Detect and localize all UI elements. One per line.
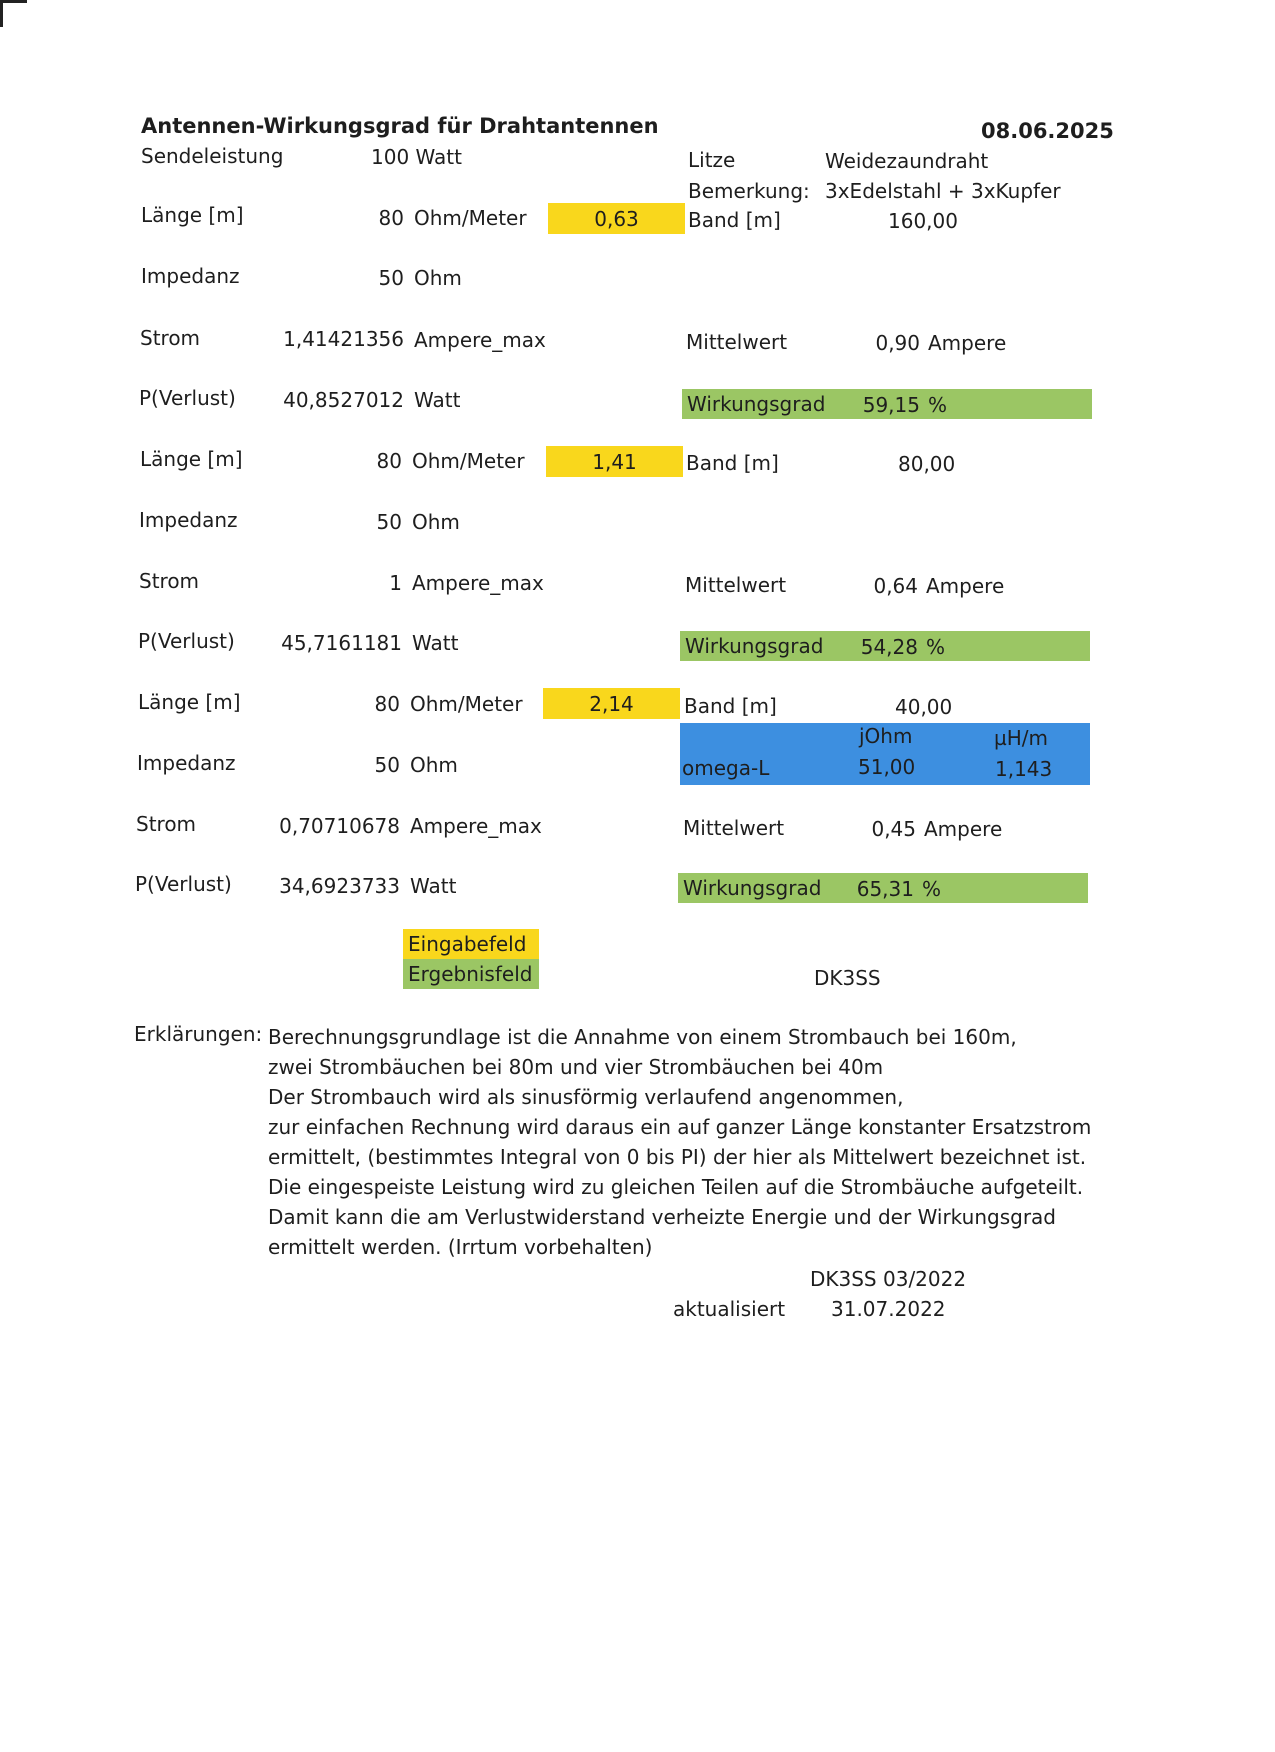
block1-wirkungsgrad-cell: [682, 389, 1092, 419]
omega-l-label: omega-L: [682, 756, 770, 780]
block2-input-value: 1,41: [592, 450, 637, 474]
explanation-label: Erklärungen:: [134, 1022, 263, 1046]
block2-strom-label: Strom: [139, 569, 200, 593]
block1-band-label: Band [m]: [688, 208, 781, 232]
block2-verlust-value: 45,7161181: [281, 631, 402, 655]
block1-mittelwert-unit: Ampere: [928, 331, 1007, 355]
block1-verlust-unit: Watt: [414, 388, 461, 412]
block1-input-cell[interactable]: [548, 203, 685, 234]
explanation-line: Berechnungsgrundlage ist die Annahme von einem Strombauch bei 160m,: [268, 1025, 1017, 1049]
block3-band-value: 40,00: [895, 695, 953, 719]
block2-mittelwert-label: Mittelwert: [685, 573, 787, 597]
bemerkung-label: Bemerkung:: [688, 179, 810, 203]
block1-laenge-label: Länge [m]: [141, 203, 244, 227]
block3-mittelwert-label: Mittelwert: [683, 816, 785, 840]
litze-value: Weidezaundraht: [825, 149, 989, 173]
block3-laenge-value: 80: [374, 692, 400, 716]
block3-laenge-unit: Ohm/Meter: [410, 692, 523, 716]
block3-mittelwert-unit: Ampere: [924, 817, 1003, 841]
block2-wirkungsgrad-cell: [680, 631, 1090, 661]
omega-johm-value: 51,00: [858, 755, 916, 779]
omega-uhm-value: 1,143: [995, 757, 1053, 781]
block3-impedanz-value: 50: [374, 753, 400, 777]
block1-strom-value: 1,41421356: [283, 327, 404, 351]
block1-verlust-label: P(Verlust): [139, 386, 236, 410]
block3-band-label: Band [m]: [684, 694, 777, 718]
block2-impedanz-value: 50: [376, 510, 402, 534]
block2-impedanz-label: Impedanz: [139, 508, 238, 532]
block3-wirkungsgrad-cell: [678, 873, 1088, 903]
block2-impedanz-unit: Ohm: [412, 510, 460, 534]
block2-input-cell[interactable]: [546, 446, 683, 477]
footer-updated-label: aktualisiert: [673, 1297, 786, 1321]
block1-wirkungsgrad-unit: %: [928, 393, 948, 417]
block3-strom-unit: Ampere_max: [410, 814, 542, 838]
block2-verlust-unit: Watt: [412, 631, 459, 655]
explanation-text: [268, 1022, 1091, 1262]
block2-laenge-value: 80: [376, 449, 402, 473]
explanation-line: zur einfachen Rechnung wird daraus ein auf ganzer Länge konstanter Ersatzstrom: [268, 1115, 1092, 1139]
sendeleistung-value: 100 Watt: [371, 145, 462, 169]
explanation-line: ermittelt, (bestimmtes Integral von 0 bis PI) der hier als Mittelwert bezeichnet ist.: [268, 1145, 1087, 1169]
block3-impedanz-label: Impedanz: [137, 751, 236, 775]
block2-laenge-label: Länge [m]: [140, 447, 243, 471]
explanation-line: Damit kann die am Verlustwiderstand verheizte Energie und der Wirkungsgrad: [268, 1205, 1056, 1229]
block2-mittelwert-unit: Ampere: [926, 574, 1005, 598]
block3-impedanz-unit: Ohm: [410, 753, 458, 777]
scan-corner-mark: [0, 0, 27, 27]
block3-verlust-value: 34,6923733: [279, 874, 400, 898]
block2-strom-value: 1: [389, 571, 402, 595]
sendeleistung-label: Sendeleistung: [141, 144, 284, 168]
omega-johm-header: jOhm: [859, 724, 913, 748]
block2-band-label: Band [m]: [686, 451, 779, 475]
block1-strom-unit: Ampere_max: [414, 328, 546, 352]
block2-wirkungsgrad-value: 54,28: [860, 635, 918, 659]
block2-laenge-unit: Ohm/Meter: [412, 449, 525, 473]
document-date: 08.06.2025: [981, 119, 1114, 143]
block2-mittelwert-value: 0,64: [873, 574, 918, 598]
omega-uhm-header: µH/m: [994, 726, 1048, 750]
legend-result-swatch: [403, 959, 539, 989]
block3-strom-value: 0,70710678: [279, 814, 400, 838]
bemerkung-value: 3xEdelstahl + 3xKupfer: [825, 179, 1061, 203]
block3-input-value: 2,14: [589, 692, 634, 716]
footer-signature: DK3SS 03/2022: [810, 1267, 967, 1291]
explanation-line: ermittelt werden. (Irrtum vorbehalten): [268, 1235, 653, 1259]
block1-impedanz-value: 50: [378, 266, 404, 290]
block1-strom-label: Strom: [140, 326, 201, 350]
explanation-line: Die eingespeiste Leistung wird zu gleichen Teilen auf die Strombäuche aufgeteilt.: [268, 1175, 1084, 1199]
block1-impedanz-label: Impedanz: [141, 264, 240, 288]
block1-wirkungsgrad-label: Wirkungsgrad: [687, 392, 826, 416]
block1-input-value: 0,63: [594, 207, 639, 231]
block2-strom-unit: Ampere_max: [412, 571, 544, 595]
legend-input-label: Eingabefeld: [408, 932, 527, 956]
block1-impedanz-unit: Ohm: [414, 266, 462, 290]
legend-input-swatch: [403, 929, 539, 959]
page-title: Antennen-Wirkungsgrad für Drahtantennen: [141, 114, 659, 138]
block1-laenge-value: 80: [378, 206, 404, 230]
explanation-line: zwei Strombäuchen bei 80m und vier Strombäuchen bei 40m: [268, 1055, 884, 1079]
block3-wirkungsgrad-label: Wirkungsgrad: [683, 876, 822, 900]
block1-wirkungsgrad-value: 59,15: [862, 393, 920, 417]
block2-verlust-label: P(Verlust): [138, 629, 235, 653]
legend-result-label: Ergebnisfeld: [408, 962, 533, 986]
block3-verlust-unit: Watt: [410, 874, 457, 898]
block3-strom-label: Strom: [136, 812, 197, 836]
block1-verlust-value: 40,8527012: [283, 388, 404, 412]
legend-author: DK3SS: [814, 966, 881, 990]
block1-mittelwert-label: Mittelwert: [686, 330, 788, 354]
block3-wirkungsgrad-unit: %: [922, 877, 942, 901]
block3-wirkungsgrad-value: 65,31: [856, 877, 914, 901]
explanation-line: Der Strombauch wird als sinusförmig verlaufend angenommen,: [268, 1085, 904, 1109]
footer-updated-date: 31.07.2022: [831, 1297, 946, 1321]
block2-band-value: 80,00: [898, 452, 956, 476]
block3-mittelwert-value: 0,45: [871, 817, 916, 841]
block3-verlust-label: P(Verlust): [135, 872, 232, 896]
block3-laenge-label: Länge [m]: [138, 690, 241, 714]
litze-label: Litze: [688, 148, 736, 172]
block1-mittelwert-value: 0,90: [875, 331, 920, 355]
omega-l-box: [680, 723, 1090, 785]
block2-wirkungsgrad-unit: %: [926, 635, 946, 659]
block3-input-cell[interactable]: [543, 688, 680, 719]
block1-laenge-unit: Ohm/Meter: [414, 206, 527, 230]
block1-band-value: 160,00: [888, 209, 958, 233]
block2-wirkungsgrad-label: Wirkungsgrad: [685, 634, 824, 658]
